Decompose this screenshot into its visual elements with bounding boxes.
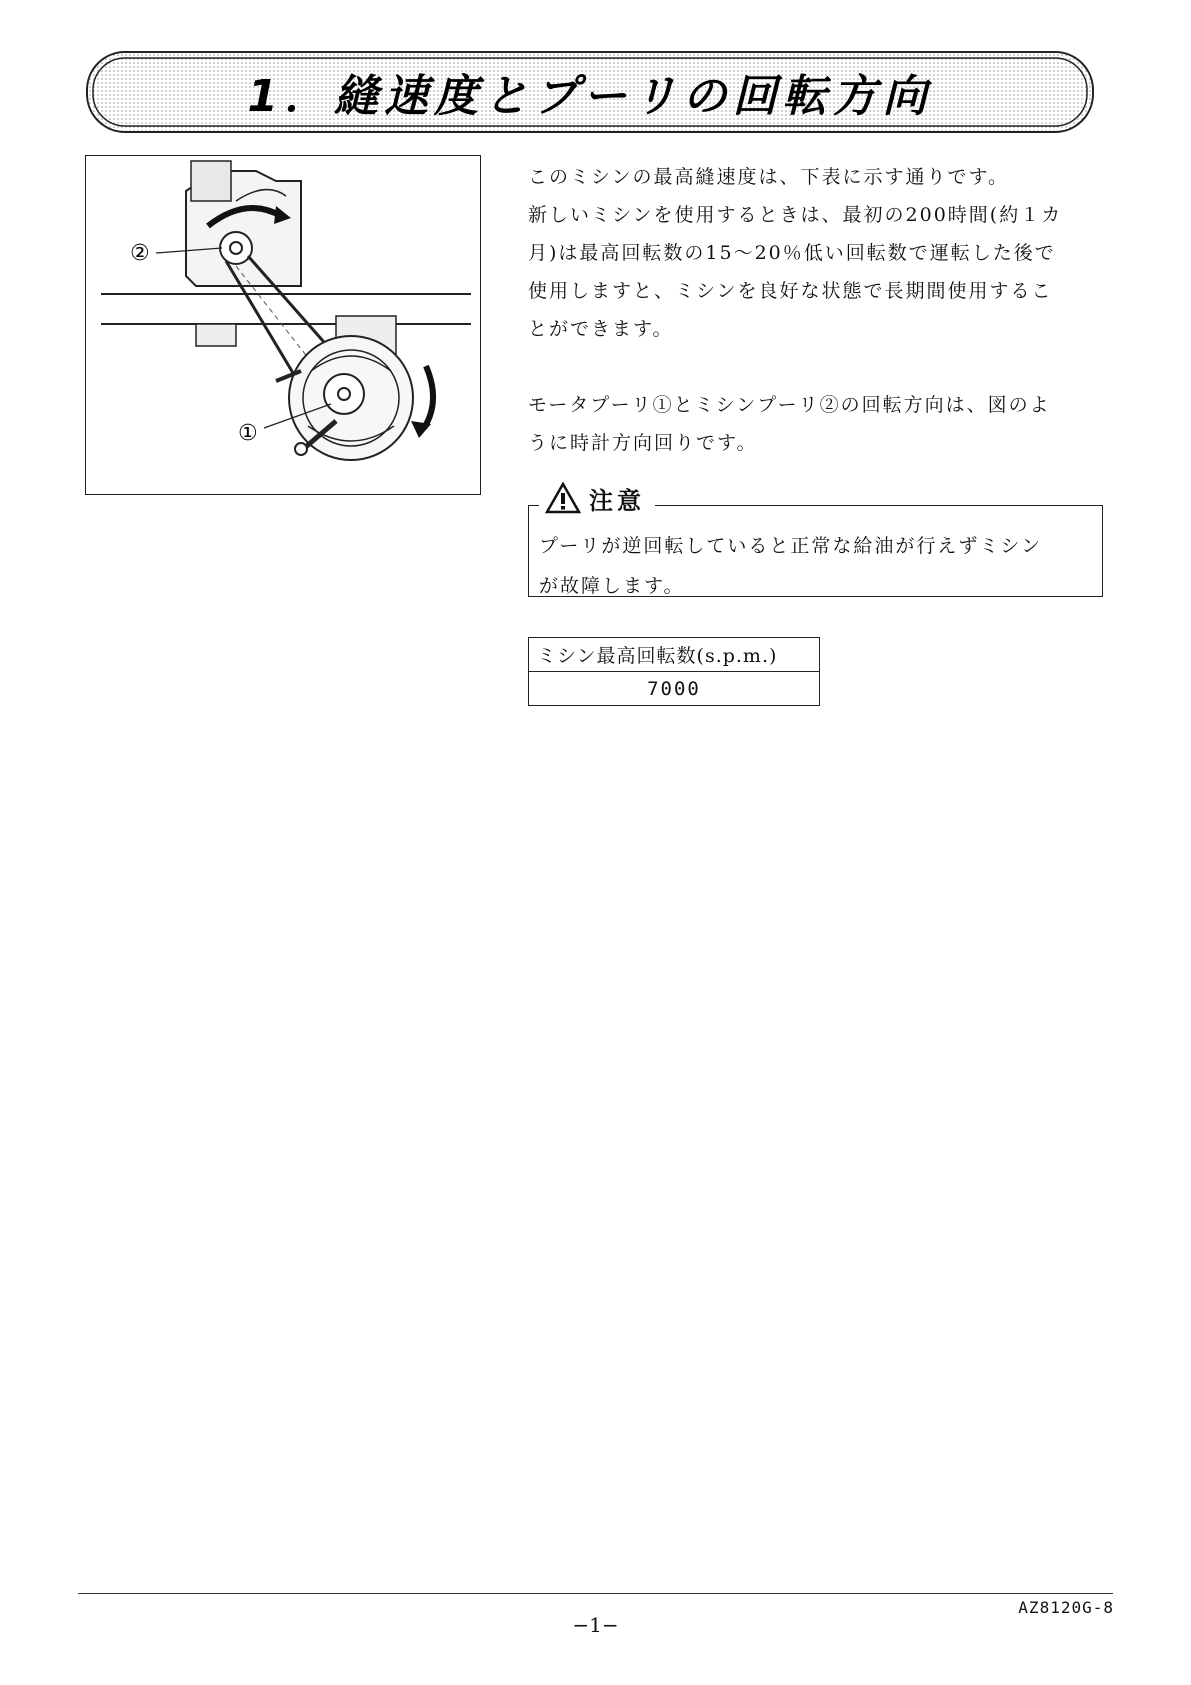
max-speed-table xyxy=(528,637,820,706)
paragraph-line: 使用しますと、ミシンを良好な状態で長期間使用するこ xyxy=(528,280,1053,302)
warning-triangle-icon xyxy=(545,482,581,514)
table-value-cell: 7000 xyxy=(529,672,820,706)
page-number: −1− xyxy=(572,1613,619,1637)
footer-divider xyxy=(78,1593,1113,1594)
paragraph-line: このミシンの最高縫速度は、下表に示す通りです。 xyxy=(528,166,1010,188)
caution-heading xyxy=(539,478,655,518)
pulley-drawing xyxy=(86,156,481,495)
caution-text xyxy=(539,526,1092,606)
document-code: AZ8120G-8 xyxy=(1018,1598,1114,1617)
caution-label: 注意 xyxy=(589,486,645,515)
paragraph-line: とができます。 xyxy=(528,318,674,340)
caution-box xyxy=(528,486,1103,597)
paragraph-line: モータプーリ①とミシンプーリ②の回転方向は、図のよ xyxy=(528,394,1051,416)
callout-2-label: ② xyxy=(130,241,150,266)
page-title: 1．縫速度とプーリの回転方向 xyxy=(247,71,933,122)
caution-line: プーリが逆回転していると正常な給油が行えずミシン xyxy=(539,535,1042,557)
pulley-illustration xyxy=(85,155,481,495)
paragraph-line: 月)は最高回転数の15〜20％低い回転数で運転した後で xyxy=(528,242,1056,264)
callout-1-label: ① xyxy=(238,421,258,446)
paragraph-line: うに時計方向回りです。 xyxy=(528,432,758,454)
paragraph-line: 新しいミシンを使用するときは、最初の200時間(約１カ xyxy=(528,204,1063,226)
instructions-text xyxy=(528,158,1088,462)
table-header-cell: ミシン最高回転数(s.p.m.) xyxy=(529,638,820,672)
caution-line: が故障します。 xyxy=(539,575,685,597)
title-banner xyxy=(85,50,1095,134)
